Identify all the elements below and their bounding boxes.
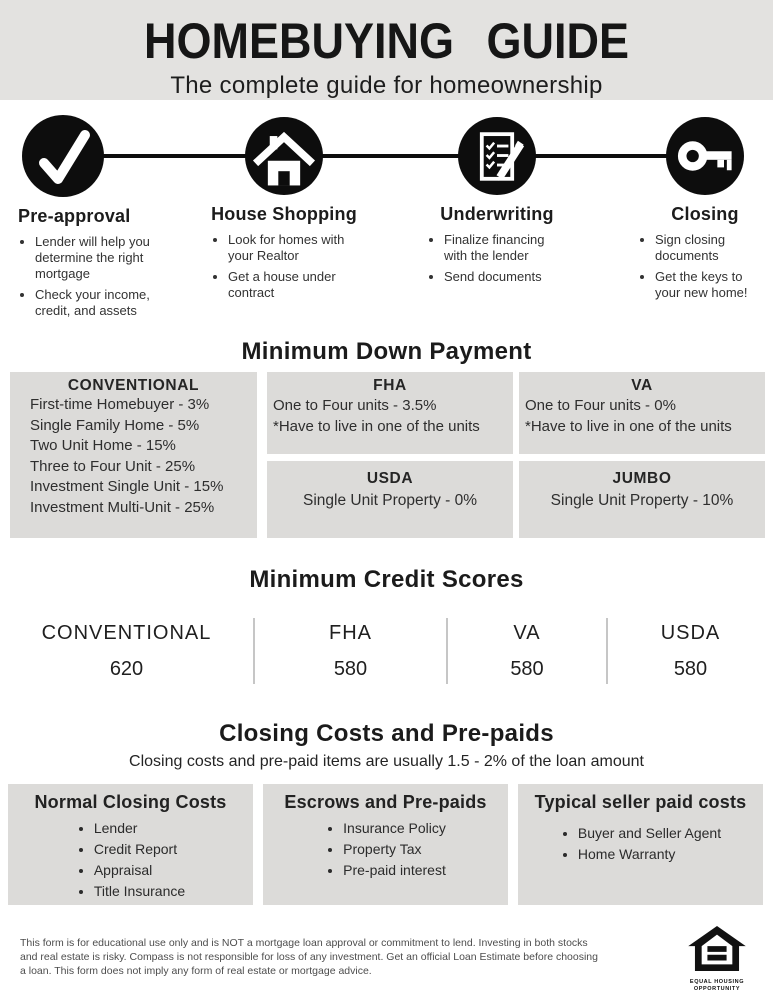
credit-score-cell-usda [608, 618, 773, 684]
down-payment-box-va [519, 372, 765, 454]
equal-housing-house-icon [688, 926, 746, 972]
closing-bullet: • Insurance Policy [343, 818, 446, 839]
equal-housing-caption-line2: OPPORTUNITY [693, 985, 741, 992]
step-bullet: • Check your income, credit, and assets [35, 287, 178, 319]
credit-scores-section-title: Minimum Credit Scores [249, 566, 524, 593]
down-payment-box-fha [267, 372, 513, 454]
closing-box-title: Typical seller paid costs [534, 792, 747, 812]
step-title: Underwriting [440, 204, 554, 224]
step-bullet: • Look for homes with your Realtor [228, 232, 360, 264]
down-payment-line: *Have to live in one of the units [525, 418, 732, 435]
checklist-pen-icon [458, 117, 536, 195]
step-bullet: • Finalize financing with the lender [444, 232, 563, 264]
closing-bullet: • Property Tax [343, 839, 446, 860]
timeline-step-house-shopping [200, 115, 368, 306]
step-bullet-list [212, 232, 360, 301]
header-banner [0, 0, 773, 100]
credit-score-label: VA [513, 622, 541, 644]
credit-score-value: 580 [333, 658, 368, 680]
closing-bullet-list [325, 818, 446, 881]
closing-bullet: • Appraisal [94, 860, 185, 881]
credit-score-value: 620 [109, 658, 144, 680]
timeline-step-closing [632, 115, 773, 306]
down-payment-line: Single Family Home - 5% [30, 416, 200, 434]
step-bullet-list [18, 234, 178, 319]
closing-costs-section-title: Closing Costs and Pre-paids [219, 720, 554, 747]
credit-score-cell-va [448, 618, 608, 684]
down-payment-line: One to Four units - 0% [525, 397, 676, 414]
closing-box-title: Normal Closing Costs [34, 792, 227, 812]
page-title: HOMEBUYING GUIDE [143, 12, 630, 70]
equal-housing-opportunity-logo [684, 926, 750, 992]
key-icon [666, 117, 744, 195]
step-bullet: • Sign closing documents [655, 232, 759, 264]
closing-box-title: Escrows and Pre-paids [284, 792, 487, 812]
down-payment-line: First-time Homebuyer - 3% [30, 396, 210, 413]
down-payment-line: Three to Four Unit - 25% [30, 457, 196, 475]
timeline-step-underwriting [420, 115, 574, 290]
credit-scores-table [0, 618, 773, 684]
down-payment-box-usda [267, 461, 513, 538]
step-title: House Shopping [211, 204, 357, 224]
loan-type-label: VA [631, 377, 653, 394]
step-bullet: • Send documents [444, 269, 563, 285]
closing-costs-subtitle: Closing costs and pre-paid items are usually 1.5 - 2% of the loan amount [129, 753, 644, 770]
step-bullet: • Get a house under contract [228, 269, 360, 301]
closing-bullet: • Credit Report [94, 839, 185, 860]
closing-costs-box-seller-paid [518, 784, 763, 905]
loan-type-label: USDA [366, 470, 414, 487]
down-payment-section-title: Minimum Down Payment [241, 338, 532, 365]
loan-type-label: CONVENTIONAL [67, 377, 200, 394]
credit-score-cell-fha [255, 618, 448, 684]
timeline-step-pre-approval [18, 115, 196, 324]
down-payment-box-jumbo [519, 461, 765, 538]
step-bullet-list [428, 232, 563, 285]
credit-score-cell-conventional [0, 618, 255, 684]
equal-housing-caption-line1: EQUAL HOUSING [689, 979, 745, 985]
house-icon [245, 117, 323, 195]
credit-score-label: USDA [660, 622, 721, 644]
closing-costs-box-escrows [263, 784, 508, 905]
closing-bullet: • Buyer and Seller Agent [578, 823, 721, 844]
down-payment-line: Two Unit Home - 15% [30, 437, 176, 454]
closing-bullet: • Title Insurance [94, 881, 185, 902]
credit-score-label: CONVENTIONAL [41, 622, 212, 644]
closing-bullet: • Home Warranty [578, 844, 721, 865]
down-payment-line: Investment Single Unit - 15% [30, 478, 224, 495]
closing-bullet-list [560, 823, 721, 865]
down-payment-line: Single Unit Property - 0% [302, 492, 478, 509]
closing-bullet: • Pre-paid interest [343, 860, 446, 881]
step-bullet-list [639, 232, 759, 301]
credit-score-value: 580 [510, 658, 544, 680]
loan-type-label: FHA [373, 377, 407, 394]
closing-bullet-list [76, 818, 185, 902]
disclaimer-text: This form is for educational use only and is NOT a mortgage loan approval or commitment to lend. Investing in both stocks and real estate is risky. Compass is not responsible for loss of any investment. Get an official Loan Estimate before choosing a loan. This form does not imply any form of real estate or mortgage advice. [20, 937, 598, 977]
down-payment-line: *Have to live in one of the units [273, 418, 480, 435]
credit-score-label: FHA [329, 622, 372, 644]
down-payment-line: Investment Multi-Unit - 25% [30, 498, 215, 516]
step-title: Closing [671, 204, 739, 224]
down-payment-box-conventional [10, 372, 257, 538]
page-subtitle: The complete guide for homeownership [170, 72, 603, 99]
checkmark-icon [22, 115, 104, 197]
closing-bullet: • Lender [94, 818, 185, 839]
step-bullet: • Lender will help you determine the right mortgage [35, 234, 178, 282]
step-bullet: • Get the keys to your new home! [655, 269, 759, 301]
down-payment-line: Single Unit Property - 10% [550, 492, 734, 509]
down-payment-line: One to Four units - 3.5% [273, 397, 437, 414]
step-title: Pre-approval [18, 206, 131, 226]
credit-score-value: 580 [673, 658, 708, 680]
closing-costs-box-normal [8, 784, 253, 905]
loan-type-label: JUMBO [612, 470, 672, 487]
